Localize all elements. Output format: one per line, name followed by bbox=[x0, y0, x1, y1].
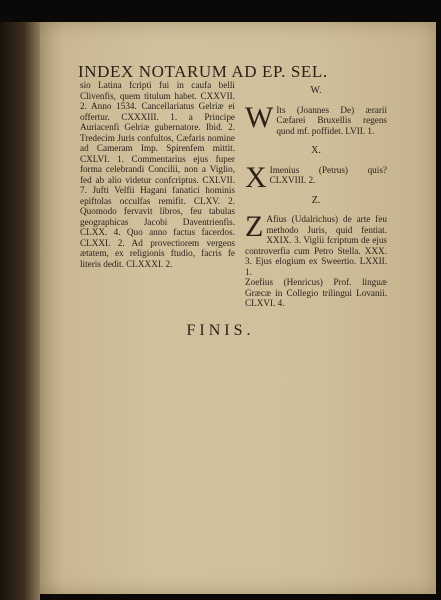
initial-w: W bbox=[245, 100, 274, 134]
left-column bbox=[80, 80, 235, 269]
book-spine-shadow bbox=[0, 22, 40, 600]
initial-z: Z bbox=[245, 210, 264, 243]
right-column bbox=[245, 80, 387, 309]
section-letter-w: W. bbox=[310, 85, 322, 96]
initial-x: X bbox=[245, 160, 267, 194]
page-header: INDEX NOTARUM AD EP. SEL. bbox=[78, 62, 328, 81]
entry-z-2: Zoefius (Henricus) Prof. linguæ Græcæ in Collegio trilingui Lovanii. CLXVI. 4. bbox=[245, 277, 387, 308]
left-column-text: sio Latina fcripti fui in caufa belli Clivenfis, quem titulum habet. CXXVII. 2. Anno 1534. Cancellariatus Gelriæ ei offertur. CXXXIII. 1. a Principe Auriacenfi Gelriæ gubernatore. Ibid. 2. Tredecim Juris confultos, Cæfaris nomine ad Cameram Imp. Spirenfem mittit. CXLVI. 1. Commentarius ejus fuper forma celebrandi Concilii, non a Viglio, fed ab alio videtur confcriptus. CXLVII. 7. Jufti Velfii Hagani fanatici hominis epiftolas occulfas remifit. CLXV. 2. Quomodo fervavit libros, feu tabulas geographicas Jacobi Daventrienfis. CLXX. 4. Quo anno factus facerdos. CLXXI. 2. Ad provectiorem vergens ætatem, ex religionis ftudio, facris fe literis dedit. CLXXXI. 2. bbox=[80, 80, 235, 269]
entry-w-1: W Its (Joannes De) ærarii Cæfarei Bruxellis regens quod mf. poffidet. LVII. 1. bbox=[245, 100, 387, 136]
entry-x-1: X Imenius (Petrus) quis? CLXVIII. 2. bbox=[245, 160, 387, 194]
finis-text: FINIS. bbox=[186, 322, 255, 339]
section-letter-z: Z. bbox=[311, 194, 321, 206]
section-letter-x: X. bbox=[311, 145, 321, 156]
entry-z-1: Z Afius (Udalrichus) de arte feu methodo Juris, quid fentiat. XXIX. 3. Viglii fcriptum de ejus controverfia cum Petro Stella. XXX. 3. Ejus elogium ex Sweertio. LXXII. 1. bbox=[245, 210, 387, 277]
